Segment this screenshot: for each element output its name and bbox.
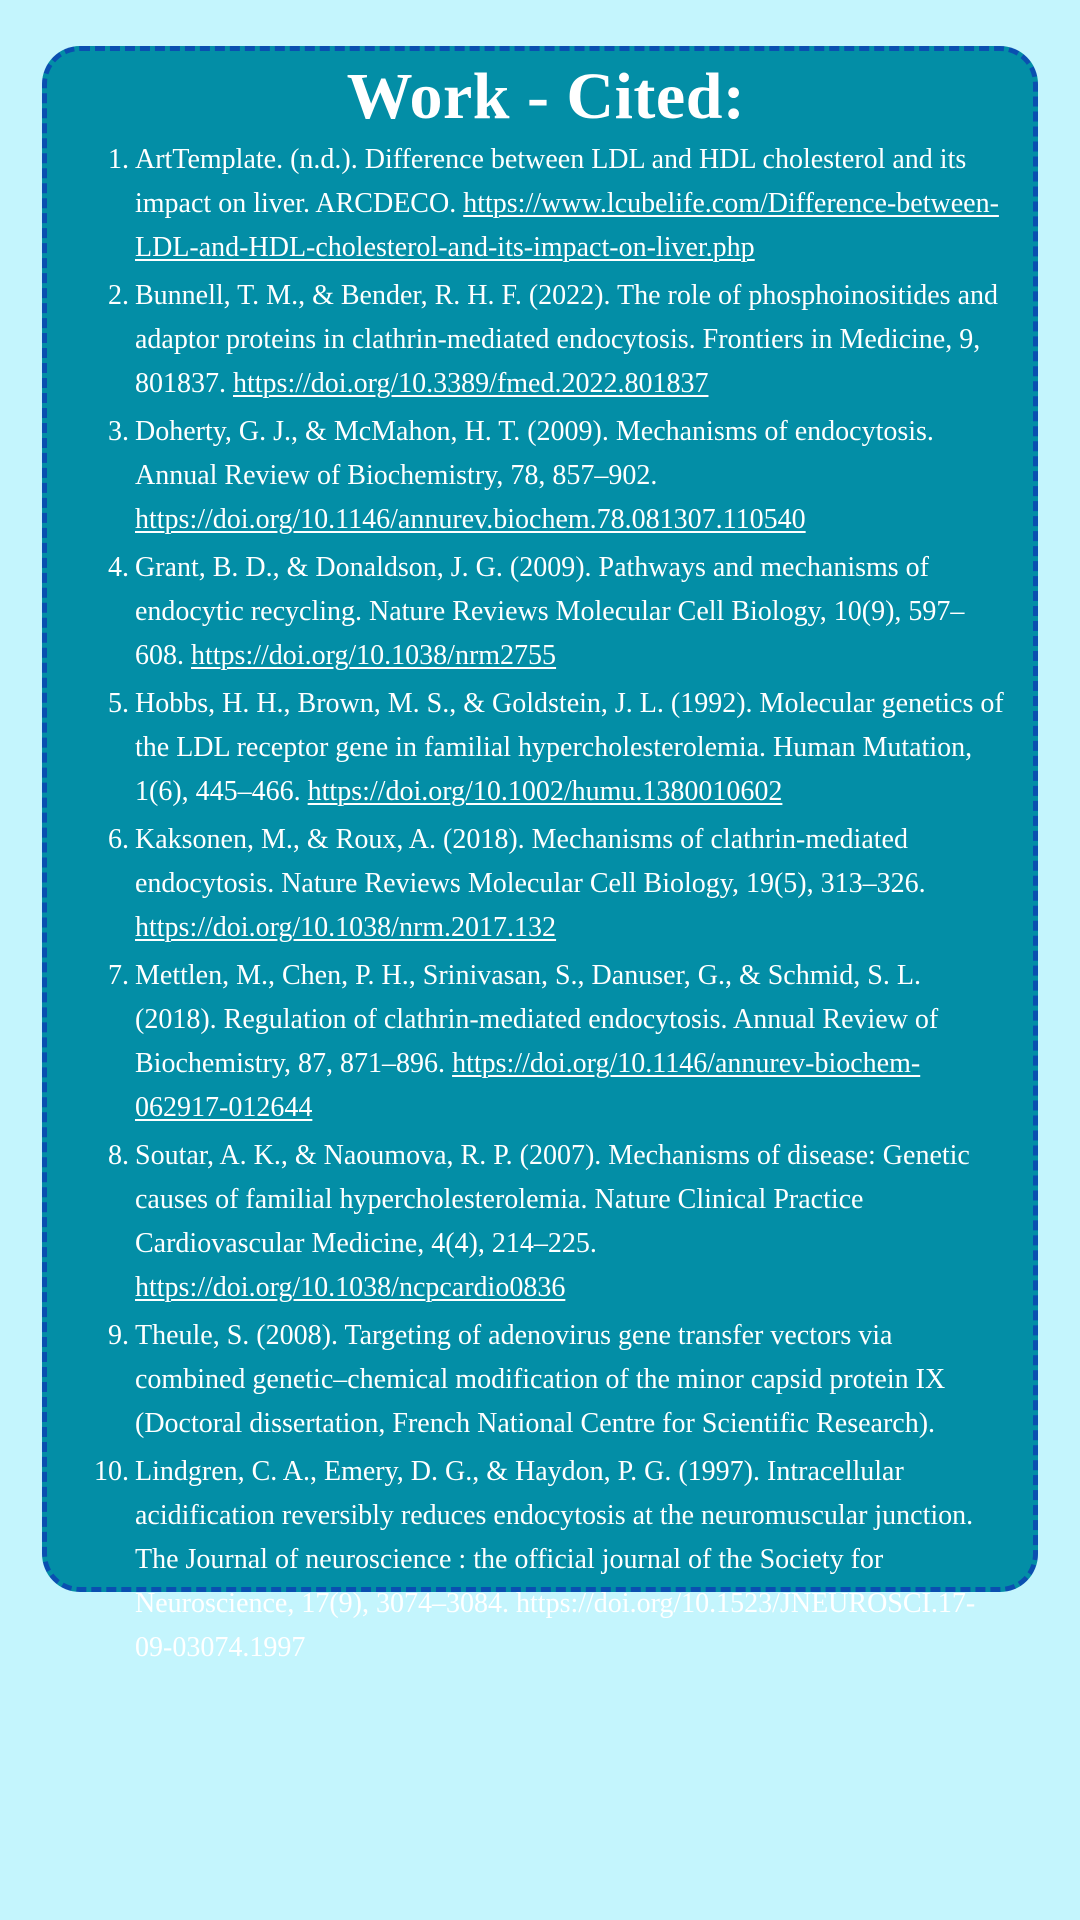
reference-link[interactable]: https://doi.org/10.3389/fmed.2022.801837 (233, 367, 709, 399)
reference-item (83, 1450, 1009, 1670)
reference-body (135, 682, 1009, 814)
reference-body (135, 546, 1009, 678)
reference-link[interactable]: https://doi.org/10.1146/annurev-biochem-062917-012644 (135, 1047, 921, 1123)
reference-number: 1. (108, 143, 129, 175)
reference-number: 4. (108, 551, 129, 583)
reference-text: Theule, S. (2008). Targeting of adenovirus gene transfer vectors via combined genetic–chemical modification of the minor capsid protein IX (Doctoral dissertation, French National Centre for Scientific Research). (135, 1319, 946, 1439)
reference-item (83, 410, 1009, 542)
reference-text: Hobbs, H. H., Brown, M. S., & Goldstein, J. L. (1992). Molecular genetics of the LDL receptor gene in familial hypercholesterolemia. Human Mutation, 1(6), 445–466. (135, 687, 1004, 807)
reference-text: Soutar, A. K., & Naoumova, R. P. (2007). Mechanisms of disease: Genetic causes of familial hypercholesterolemia. Nature Clinical Practice Cardiovascular Medicine, 4(4), 214–225. (135, 1139, 970, 1259)
reference-link[interactable]: https://doi.org/10.1038/nrm.2017.132 (135, 911, 557, 943)
reference-list (83, 138, 1009, 1670)
reference-number: 2. (108, 279, 129, 311)
reference-body (135, 410, 1009, 542)
reference-body (135, 1450, 1009, 1670)
reference-number: 7. (108, 959, 129, 991)
reference-body (135, 818, 1009, 950)
reference-number: 8. (108, 1139, 129, 1171)
reference-body (135, 274, 1009, 406)
reference-text: Grant, B. D., & Donaldson, J. G. (2009). Pathways and mechanisms of endocytic recycling. Nature Reviews Molecular Cell Biology, 10(9), 597–608. (135, 551, 965, 671)
reference-number: 10. (94, 1455, 129, 1487)
page-title: Work - Cited: (346, 60, 746, 133)
reference-item (83, 1314, 1009, 1446)
reference-body (135, 1134, 1009, 1310)
reference-item (83, 1134, 1009, 1310)
reference-number: 3. (108, 415, 129, 447)
reference-body (135, 1314, 1009, 1446)
reference-text: ArtTemplate. (n.d.). Difference between LDL and HDL cholesterol and its impact on liver. ARCDECO. (135, 143, 967, 219)
reference-body (135, 954, 1009, 1130)
reference-item (83, 138, 1009, 270)
reference-item (83, 546, 1009, 678)
reference-number: 6. (108, 823, 129, 855)
reference-text: Lindgren, C. A., Emery, D. G., & Haydon, P. G. (1997). Intracellular acidification reversibly reduces endocytosis at the neuromuscular junction. The Journal of neuroscience : the official journal of the Society for Neuroscience, 17(9), 3074–3084. (135, 1455, 974, 1619)
reference-link[interactable]: https://doi.org/10.1038/ncpcardio0836 (135, 1271, 566, 1303)
reference-item (83, 274, 1009, 406)
reference-item (83, 682, 1009, 814)
reference-text: Mettlen, M., Chen, P. H., Srinivasan, S., Danuser, G., & Schmid, S. L. (2018). Regulation of clathrin-mediated endocytosis. Annual Review of Biochemistry, 87, 871–896. (135, 959, 939, 1079)
reference-text: Doherty, G. J., & McMahon, H. T. (2009). Mechanisms of endocytosis. Annual Review of Biochemistry, 78, 857–902. (135, 415, 934, 491)
reference-link[interactable]: https://www.lcubelife.com/Difference-between-LDL-and-HDL-cholesterol-and-its-impact-on-liver.php (135, 187, 999, 263)
reference-link[interactable]: https://doi.org/10.1146/annurev.biochem.78.081307.110540 (135, 503, 806, 535)
reference-plain-url: https://doi.org/10.1523/JNEUROSCI.17-09-03074.1997 (135, 1587, 976, 1663)
works-cited-card (42, 46, 1038, 1663)
reference-link[interactable]: https://doi.org/10.1002/humu.1380010602 (307, 775, 783, 807)
reference-text: Kaksonen, M., & Roux, A. (2018). Mechanisms of clathrin-mediated endocytosis. Nature Reviews Molecular Cell Biology, 19(5), 313–326. (135, 823, 926, 899)
reference-item (83, 954, 1009, 1130)
reference-text: Bunnell, T. M., & Bender, R. H. F. (2022). The role of phosphoinositides and adaptor proteins in clathrin-mediated endocytosis. Frontiers in Medicine, 9, 801837. (135, 279, 999, 399)
reference-number: 9. (108, 1319, 129, 1351)
reference-item (83, 818, 1009, 950)
reference-number: 5. (108, 687, 129, 719)
reference-body (135, 138, 1009, 270)
reference-link[interactable]: https://doi.org/10.1038/nrm2755 (191, 639, 557, 671)
